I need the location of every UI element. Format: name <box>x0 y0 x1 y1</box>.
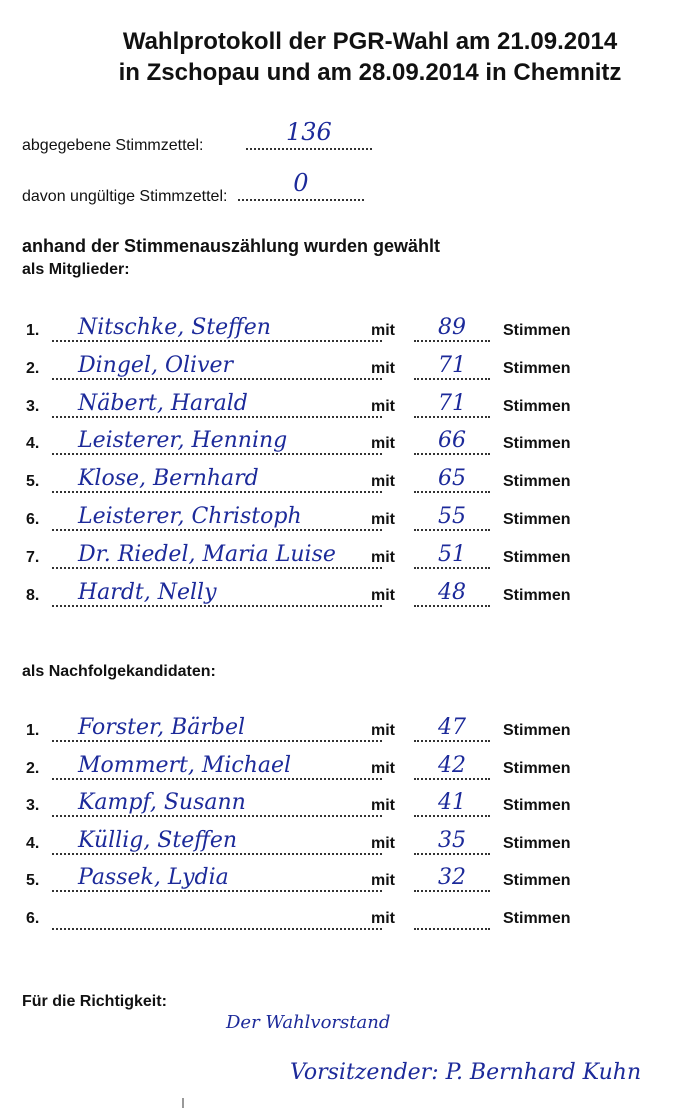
vote-count: 48 <box>438 579 466 605</box>
ballots-invalid-field <box>22 169 364 206</box>
candidate-name-line <box>52 910 382 930</box>
vote-count: 35 <box>438 827 466 853</box>
stimmen-label: Stimmen <box>503 435 571 453</box>
vote-count: 42 <box>438 752 466 778</box>
mit-label: mit <box>371 548 395 566</box>
stimmen-label: Stimmen <box>503 322 571 339</box>
votes-line <box>414 715 490 742</box>
row-number: 2. <box>26 759 40 777</box>
mit-label: mit <box>371 322 395 339</box>
vote-count: 51 <box>438 541 466 567</box>
table-row <box>22 541 682 569</box>
vote-count: 66 <box>438 428 466 454</box>
stimmen-label: Stimmen <box>503 722 571 739</box>
candidate-name: Kampf, Susann <box>78 790 246 816</box>
candidate-name-line <box>52 579 382 607</box>
candidate-name: Küllig, Steffen <box>78 827 238 853</box>
ballots-invalid-line <box>238 169 364 201</box>
stimmen-label: Stimmen <box>503 586 571 604</box>
stimmen-label: Stimmen <box>503 797 571 815</box>
stimmen-label: Stimmen <box>503 511 571 528</box>
mit-label: mit <box>371 759 395 777</box>
ballots-cast-field <box>22 118 372 155</box>
stimmen-label: Stimmen <box>503 473 571 491</box>
candidate-name-line <box>52 352 382 380</box>
candidate-name-line <box>52 504 382 531</box>
mit-label: mit <box>371 797 395 815</box>
table-row <box>22 390 682 418</box>
votes-line <box>414 428 490 455</box>
row-number: 1. <box>26 322 40 339</box>
vote-count: 71 <box>438 352 466 378</box>
row-number: 8. <box>26 586 40 604</box>
members-heading: anhand der Stimmenauszählung wurden gewählt <box>22 236 441 256</box>
ballots-cast-value: 136 <box>286 118 332 146</box>
ballots-invalid-value: 0 <box>293 169 309 197</box>
candidate-name: Dingel, Oliver <box>78 352 234 378</box>
table-row <box>22 790 682 817</box>
table-row <box>22 752 682 780</box>
candidate-name-line <box>52 315 382 342</box>
stimmen-label: Stimmen <box>503 548 571 566</box>
row-number: 5. <box>26 473 40 491</box>
ballots-invalid-label: davon ungültige Stimmzettel: <box>22 188 228 205</box>
vote-count: 32 <box>438 865 466 891</box>
table-row <box>22 865 682 892</box>
candidate-name: Näbert, Harald <box>78 390 248 416</box>
title-line-1: Wahlprotokoll der PGR-Wahl am 21.09.2014 <box>122 28 618 55</box>
successors-heading: als Nachfolgekandidaten: <box>22 663 216 680</box>
candidate-name-line <box>52 827 382 855</box>
document-title <box>60 26 680 88</box>
table-row <box>22 579 682 607</box>
stimmen-label: Stimmen <box>503 397 571 415</box>
candidate-name: Nitschke, Steffen <box>78 315 271 340</box>
candidate-name: Leisterer, Christoph <box>78 504 302 529</box>
candidate-name-line <box>52 752 382 780</box>
mit-label: mit <box>371 722 395 739</box>
candidate-name-line <box>52 865 382 892</box>
vote-count: 71 <box>438 390 466 416</box>
candidate-name: Leisterer, Henning <box>78 428 288 454</box>
votes-line <box>414 352 490 380</box>
row-number: 6. <box>26 511 40 528</box>
table-row <box>22 908 682 930</box>
table-row <box>22 715 682 742</box>
table-row <box>22 827 682 855</box>
candidate-name: Passek, Lydia <box>78 865 229 891</box>
mit-label: mit <box>371 473 395 491</box>
table-row <box>22 428 682 455</box>
mit-label: mit <box>371 586 395 604</box>
votes-line <box>414 315 490 342</box>
signature-chairman: Vorsitzender: P. Bernhard Kuhn <box>290 1060 642 1085</box>
candidate-name-line <box>52 428 382 455</box>
row-number: 7. <box>26 548 40 566</box>
row-number: 3. <box>26 397 40 415</box>
row-number: 6. <box>26 910 40 927</box>
vote-count: 47 <box>438 715 466 740</box>
mit-label: mit <box>371 359 395 377</box>
signature-committee: Der Wahlvorstand <box>226 1012 391 1033</box>
row-number: 4. <box>26 834 40 852</box>
table-row <box>22 466 682 493</box>
correctness-label: Für die Richtigkeit: <box>22 993 167 1010</box>
mit-label: mit <box>371 872 395 890</box>
votes-line <box>414 390 490 418</box>
candidate-name-line <box>52 466 382 493</box>
vote-count: 65 <box>438 466 466 492</box>
votes-line <box>414 466 490 493</box>
mit-label: mit <box>371 397 395 415</box>
stimmen-label: Stimmen <box>503 872 571 890</box>
row-number: 2. <box>26 359 40 377</box>
title-line-2: in Zschopau und am 28.09.2014 in Chemnitz <box>118 59 622 86</box>
mit-label: mit <box>371 511 395 528</box>
row-number: 3. <box>26 797 40 815</box>
ballots-cast-line <box>246 118 372 150</box>
stimmen-label: Stimmen <box>503 359 571 377</box>
stimmen-label: Stimmen <box>503 759 571 777</box>
candidate-name-line <box>52 390 382 418</box>
candidate-name-line <box>52 790 382 817</box>
mit-label: mit <box>371 834 395 852</box>
candidate-name-line <box>52 715 382 742</box>
candidate-name: Forster, Bärbel <box>78 715 245 740</box>
votes-line <box>414 865 490 892</box>
mit-label: mit <box>371 435 395 453</box>
table-row <box>22 352 682 380</box>
votes-line <box>414 827 490 855</box>
candidate-name: Klose, Bernhard <box>78 466 259 492</box>
votes-line <box>414 910 490 930</box>
votes-line <box>414 579 490 607</box>
ballots-cast-label: abgegebene Stimmzettel: <box>22 137 204 154</box>
vote-count: 55 <box>438 504 466 529</box>
row-number: 4. <box>26 435 40 453</box>
stimmen-label: Stimmen <box>503 834 571 852</box>
margin-mark <box>182 1098 184 1108</box>
candidate-name: Hardt, Nelly <box>78 579 217 605</box>
members-subheading: als Mitglieder: <box>22 261 130 278</box>
votes-line <box>414 541 490 569</box>
vote-count: 41 <box>438 790 466 816</box>
stimmen-label: Stimmen <box>503 910 571 927</box>
table-row <box>22 504 682 531</box>
votes-line <box>414 752 490 780</box>
candidate-name: Mommert, Michael <box>78 752 292 778</box>
row-number: 1. <box>26 722 40 739</box>
vote-count: 89 <box>438 315 466 340</box>
votes-line <box>414 790 490 817</box>
row-number: 5. <box>26 872 40 890</box>
table-row <box>22 315 682 342</box>
votes-line <box>414 504 490 531</box>
mit-label: mit <box>371 910 395 927</box>
candidate-name-line <box>52 541 382 569</box>
candidate-name: Dr. Riedel, Maria Luise <box>78 541 336 567</box>
